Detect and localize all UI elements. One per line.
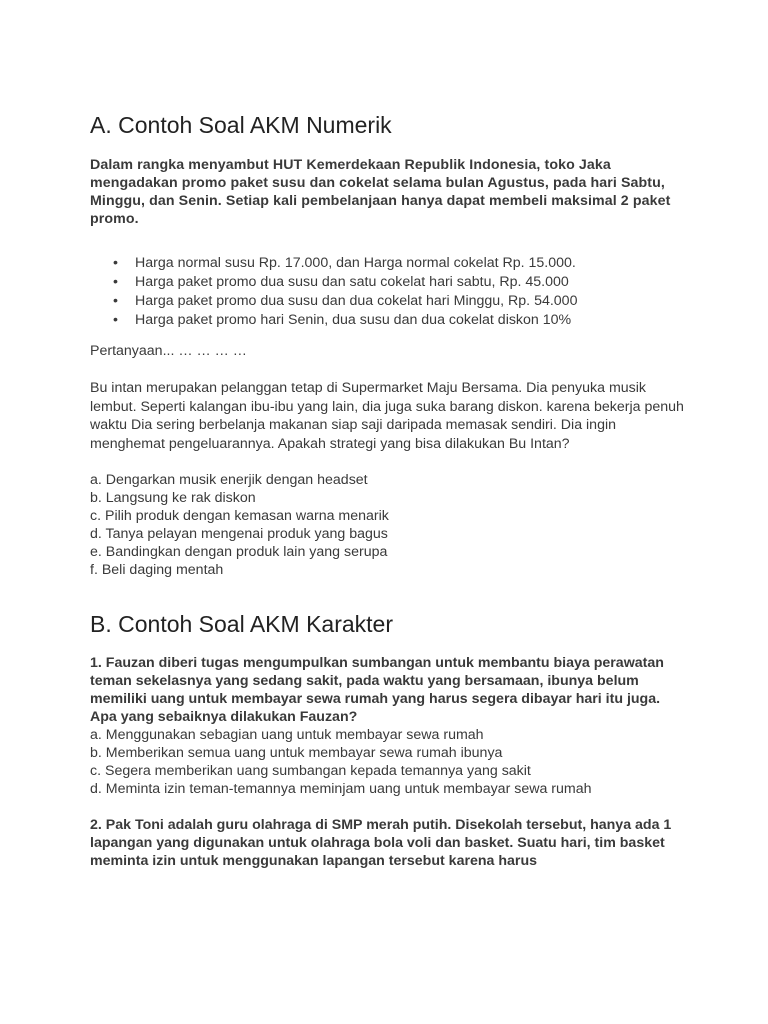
- list-item: [113, 311, 690, 330]
- section-a-intro: Dalam rangka menyambut HUT Kemerdekaan Republik Indonesia, toko Jaka mengadakan promo paket susu dan cokelat selama bulan Agustus, pada hari Sabtu, Minggu, dan Senin. Setiap kali pembelanjaan hanya dapat membeli maksimal 2 paket promo.: [90, 157, 671, 227]
- answer-options: [90, 471, 690, 579]
- price-list: [90, 254, 690, 330]
- answer-option: c. Pilih produk dengan kemasan warna menarik: [90, 508, 389, 524]
- answer-option: b. Memberikan semua uang untuk membayar sewa rumah ibunya: [90, 745, 503, 761]
- question-1-options: [90, 726, 690, 798]
- document-content: [90, 0, 690, 870]
- list-item-text: Harga paket promo dua susu dan satu cokelat hari sabtu, Rp. 45.000: [135, 274, 569, 290]
- question-2: 2. Pak Toni adalah guru olahraga di SMP merah putih. Disekolah tersebut, hanya ada 1 lapangan yang digunakan untuk olahraga bola voli dan basket. Suatu hari, tim basket meminta izin untuk menggunakan lapangan tersebut karena harus: [90, 817, 672, 869]
- answer-option: f. Beli daging mentah: [90, 562, 224, 578]
- question-1: 1. Fauzan diberi tugas mengumpulkan sumbangan untuk membantu biaya perawatan teman sekelasnya yang sedang sakit, pada waktu yang bersamaan, ibunya belum memiliki uang untuk membayar sewa rumah yang harus segera dibayar hari itu juga. Apa yang sebaiknya dilakukan Fauzan?: [90, 655, 664, 725]
- answer-option: b. Langsung ke rak diskon: [90, 490, 256, 506]
- bullet-icon: •: [113, 293, 118, 309]
- list-item: [113, 292, 690, 311]
- bullet-icon: •: [113, 255, 118, 271]
- answer-option: c. Segera memberikan uang sumbangan kepada temannya yang sakit: [90, 763, 531, 779]
- answer-option: e. Bandingkan dengan produk lain yang serupa: [90, 544, 388, 560]
- section-a-title: A. Contoh Soal AKM Numerik: [90, 112, 392, 138]
- list-item: [113, 273, 690, 292]
- section-b-title: B. Contoh Soal AKM Karakter: [90, 611, 393, 637]
- list-item-text: Harga normal susu Rp. 17.000, dan Harga normal cokelat Rp. 15.000.: [135, 255, 576, 271]
- answer-option: a. Dengarkan musik enerjik dengan headset: [90, 472, 368, 488]
- question-paragraph: Bu intan merupakan pelanggan tetap di Supermarket Maju Bersama. Dia penyuka musik lembut. Seperti kalangan ibu-ibu yang lain, dia juga suka barang diskon. karena bekerja penuh waktu Dia sering berbelanja makanan siap saji daripada memasak sendiri. Dia ingin menghemat pengeluarannya. Apakah strategi yang bisa dilakukan Bu Intan?: [90, 380, 684, 452]
- question-label: Pertanyaan... … … … …: [90, 343, 247, 359]
- answer-option: a. Menggunakan sebagian uang untuk membayar sewa rumah: [90, 727, 484, 743]
- list-item: [113, 254, 690, 273]
- bullet-icon: •: [113, 312, 118, 328]
- answer-option: d. Meminta izin teman-temannya meminjam uang untuk membayar sewa rumah: [90, 781, 592, 797]
- answer-option: d. Tanya pelayan mengenai produk yang bagus: [90, 526, 388, 542]
- list-item-text: Harga paket promo hari Senin, dua susu dan dua cokelat diskon 10%: [135, 312, 572, 328]
- list-item-text: Harga paket promo dua susu dan dua cokelat hari Minggu, Rp. 54.000: [135, 293, 578, 309]
- bullet-icon: •: [113, 274, 118, 290]
